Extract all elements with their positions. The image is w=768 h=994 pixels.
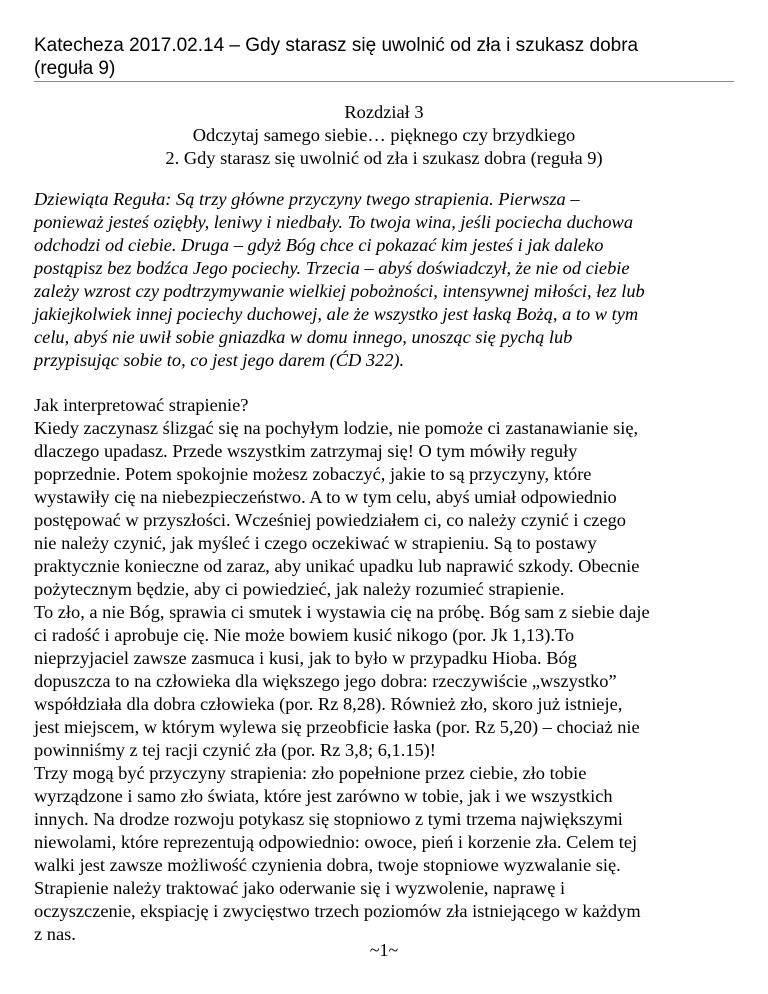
body-line: oczyszczenie, ekspiację i zwycięstwo trzech poziomów zła istniejącego w każdym [34, 901, 641, 921]
body-line: postępować w przyszłości. Wcześniej powiedziałem ci, co należy czynić i czego [34, 510, 626, 530]
body-line: ci radość i aprobuje cię. Nie może bowiem kusić nikogo (por. Jk 1,13).To [34, 625, 575, 645]
body-line: Kiedy zaczynasz ślizgać się na pochyłym lodzie, nie pomoże ci zastanawianie się, [34, 418, 639, 438]
quote-line: postąpisz bez bodźca Jego pociechy. Trzecia – abyś doświadczył, że nie od ciebie [34, 258, 630, 278]
body-line: poprzednie. Potem spokojnie możesz zobaczyć, jakie to są przyczyny, które [34, 464, 592, 484]
body-line: wyrządzone i samo zło świata, które jest zarówno w tobie, jak i we wszystkich [34, 786, 613, 806]
rule-quote-paragraph [34, 188, 734, 372]
page-header [34, 34, 734, 80]
quote-line: ponieważ jesteś oziębły, leniwy i niedbały. To twoja wina, jeśli pociecha duchowa [34, 212, 634, 232]
body-text [34, 394, 734, 946]
body-line: nie należy czynić, jak myśleć i czego oczekiwać w strapieniu. Są to postawy [34, 533, 597, 553]
header-title-line-2: (reguła 9) [34, 58, 116, 79]
quote-line: jakiejkolwiek innej pociechy duchowej, ale że wszystko jest łaską Bożą, a to w tym [34, 304, 639, 324]
header-divider [34, 81, 734, 82]
body-line: z nas. [34, 924, 76, 944]
body-line: nieprzyjaciel zawsze zasmuca i kusi, jak to było w przypadku Hioba. Bóg [34, 648, 577, 668]
body-line: pożytecznym będzie, aby ci powiedzieć, jak należy rozumieć strapienie. [34, 579, 565, 599]
body-line: Jak interpretować strapienie? [34, 395, 249, 415]
quote-line: zależy wzrost czy podtrzymywanie wielkiej pobożności, intensywnej miłości, łez lub [34, 281, 645, 301]
header-title-line-1: Katecheza 2017.02.14 – Gdy starasz się uwolnić od zła i szukasz dobra [34, 35, 639, 56]
body-line: jest miejscem, w którym wylewa się przeobficie łaska (por. Rz 5,20) – chociaż nie [34, 717, 640, 737]
section-title: 2. Gdy starasz się uwolnić od zła i szukasz dobra (reguła 9) [165, 148, 603, 168]
body-line: walki jest zawsze możliwość czynienia dobra, twoje stopniowe wyzwalanie się. [34, 855, 621, 875]
body-line: wystawiły cię na niebezpieczeństwo. A to w tym celu, abyś umiał odpowiednio [34, 487, 617, 507]
chapter-subtitle: Odczytaj samego siebie… pięknego czy brzydkiego [192, 125, 576, 145]
page-number: ~1~ [369, 940, 399, 960]
body-line: Trzy mogą być przyczyny strapienia: zło popełnione przez ciebie, zło tobie [34, 763, 587, 783]
body-line: dopuszcza to na człowieka dla większego jego dobra: rzeczywiście „wszystko” [34, 671, 617, 691]
body-line: praktycznie konieczne od zaraz, aby unikać upadku lub naprawić szkody. Obecnie [34, 556, 640, 576]
body-line: niewolami, które reprezentują odpowiednio: owoce, pień i korzenie zła. Celem tej [34, 832, 638, 852]
body-line: Strapienie należy traktować jako oderwanie się i wyzwolenie, naprawę i [34, 878, 566, 898]
quote-line: Dziewiąta Reguła: Są trzy główne przyczyny twego strapienia. Pierwsza – [34, 189, 580, 209]
body-line: współdziała dla dobra człowieka (por. Rz 8,28). Również zło, skoro już istnieje, [34, 694, 623, 714]
chapter-title: Rozdział 3 [344, 102, 424, 122]
body-line: powinniśmy z tej racji czynić zła (por. Rz 3,8; 6,1.15)! [34, 740, 436, 760]
chapter-heading [34, 101, 734, 170]
quote-line: odchodzi od ciebie. Druga – gdyż Bóg chce ci pokazać kim jesteś i jak daleko [34, 235, 604, 255]
quote-line: przypisując sobie to, co jest jego darem (ĆD 322). [34, 350, 405, 370]
body-line: To zło, a nie Bóg, sprawia ci smutek i wystawia cię na próbę. Bóg sam z siebie daje [34, 602, 650, 622]
body-line: dlaczego upadasz. Przede wszystkim zatrzymaj się! O tym mówiły reguły [34, 441, 578, 461]
body-line: innych. Na drodze rozwoju potykasz się stopniowo z tymi trzema największymi [34, 809, 623, 829]
document-body [34, 101, 734, 946]
quote-line: celu, abyś nie uwił sobie gniazdka w domu innego, unosząc się pychą lub [34, 327, 573, 347]
